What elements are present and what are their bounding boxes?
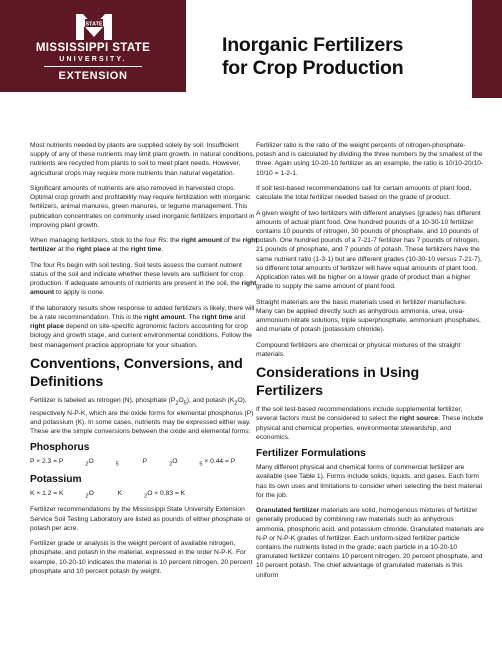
paragraph: Many different physical and chemical forms of commercial fertilizer are available (see Table 1). Forms include solids, liquids, and gases. Each form has its own uses and limitations to consider when selecting the best material for the job. [256,464,483,499]
page-title [222,34,403,80]
paragraph-granulated: Granulated fertilizer materials are solid, homogenous mixtures of fertilizer generally produced by combining raw materials such as anhydrous ammonia, phosphoric acid, and potassium chloride. Granulated materials are N-P or N-P-K grades of fertilizer. Each uniform-sized fertilizer particle contains the nutrients listed in the grade; each particle in a 10-20-10 granulated fertilizer contains 10 percent nitrogen, 20 percent phosphate, and 10 percent potash. The chief advantage of granulated materials is this uniform [256,507,484,579]
division-name: EXTENSION [58,70,128,82]
paragraph: Fertilizer grade or analysis is the weight percent of available nitrogen, phosphate, and potash in the material, expressed in the order N-P-K. For example, 10-20-10 indicates the material is 10 percent nitrogen, 20 percent phosphate and 10 percent potash by weight. [30,540,253,575]
left-column [30,141,258,582]
paragraph: Fertilizer ratio is the ratio of the weight percents of nitrogen-phosphate-potash and is calculated by dividing the three numbers by the smallest of the three. Again using 10-20-10 fertilizer as an example, the ratio is 10/10-20/10-10/10 = 1-2-1. [256,142,484,177]
msu-logo-icon [74,10,114,44]
section-heading-conventions: Conventions, Conversions, and Definitions [30,356,243,390]
paragraph: Most nutrients needed by plants are supplied solely by soil. Insufficient supply of any of these nutrients may limit plant growth. In natural conditions, nutrients are recycled from plants to soil to meet plant needs. However, agricultural crops may require more nutrients than natural vegetation. [30,142,255,177]
subheading-potassium: Potassium [30,473,82,485]
brand-divider [44,66,142,67]
paragraph: Compound fertilizers are chemical or physical mixtures of the straight materials. [256,341,461,358]
right-column [256,141,484,586]
paragraph-soil-testing: The four Rs begin with soil testing. Soil tests assess the current nutrient status of the soil and indicate whether these levels are sufficient for crop production. If adequate amounts of nutrients are present in the soil, the right amount to apply is none. [30,261,257,297]
conversion-formula: P $_2$O $_5$ × 0.44 = P [142,458,236,468]
paragraph-labeling: Fertilizer is labeled as nitrogen (N), phosphate $(P_2O_5)$, and potash $(K_2O)$, respectively N-P-K, which are the oxide forms for elemental phosphorus (P) and potassium (K). In some cases, nutrients may be expressed either way. These are the simple conversions between the oxide and elemental forms: [30,397,254,435]
org-name: MISSISSIPPI STATE [35,42,151,54]
org-subtitle: UNIVERSITY. [59,56,127,63]
conversion-formula: P × 2.3 = P $_2$O $_5$ [30,458,119,468]
paragraph: Significant amounts of nutrients are also removed in harvested crops. Optimal crop growth and profitability may require fertilization with inorganic fertilizers, animal manures, green manures, or legume management. This publication concentrates on commonly used inorganic fertilizers important in improving plant growth. [30,185,255,229]
paragraph: A given weight of two fertilizers with different analyses (grades) has different amounts of actual plant food. One hundred pounds of a 10-30-10 fertilizer contains 10 pounds of nitrogen, 30 pounds of phosphate, and 10 pounds of potash. One hundred pounds of a 7-21-7 fertilizer has 7 pounds of nitrogen, 21 pounds of phosphate, and 7 pounds of potash. These fertilizers have the same nutrient ratio (1-3-1) but are different grades (10-30-10 versus 7-21-7), so different total amounts of fertilizer will have equal amounts of plant food. Application rates will be higher on a lower grade of product than a higher grade to supply the same amount of plant food. [256,209,482,291]
conversion-formula: K $_2$O × 0.83 = K [117,489,186,500]
subheading-formulations: Fertilizer Formulations [256,448,366,460]
paragraph: Straight materials are the basic materials used in fertilizer manufacture. Many can be applied directly such as anhydrous ammonia, urea, urea-ammonium nitrate solutions, triple superphosphate, ammonium phosphates, and muriate of potash (potassium chloride). [256,298,481,334]
paragraph-right-source: If the soil test-based recommendations include supplemental fertilizer, several factors must be considered to select the right source. These include physical and chemical properties, environmental stewardship, and economics. [256,406,484,441]
extension-brand-block [0,0,186,92]
logo-label: STATE [85,21,103,28]
paragraph: If soil test-based recommendations call for certain amounts of plant food, calculate the total fertilizer needed based on the grade of product. [256,185,472,202]
conversion-formula: K × 1.2 = K $_2$O [30,489,94,500]
subheading-phosphorus: Phosphorus [30,442,90,454]
paragraph: Fertilizer recommendations by the Mississippi State University Extension Service Soil Testing Laboratory are listed as pounds of either phosphate or potash per acre. [30,506,251,532]
potassium-conversions [30,489,258,502]
paragraph-lab-results: If the laboratory results show response to added fertilizers is likely, there will be a rate recommendation. This is the right amount. The right time and right place depend on site-specific agronomic factors accounting for crop biology and growth stage, and current environmental conditions. Follow the best management practice appropriate for your situation. [30,304,255,349]
title-line-1: Inorganic Fertilizers [222,34,404,56]
title-line-2: for Crop Production [222,57,404,79]
phosphorus-conversions [30,457,258,470]
section-heading-considerations: Considerations in Using Fertilizers [256,365,420,399]
paragraph-four-rs: When managing fertilizers, stick to the four Rs: the right amount of the right fertilizer at the right place at the right time. [30,237,258,254]
header-accent-bar [472,0,502,98]
